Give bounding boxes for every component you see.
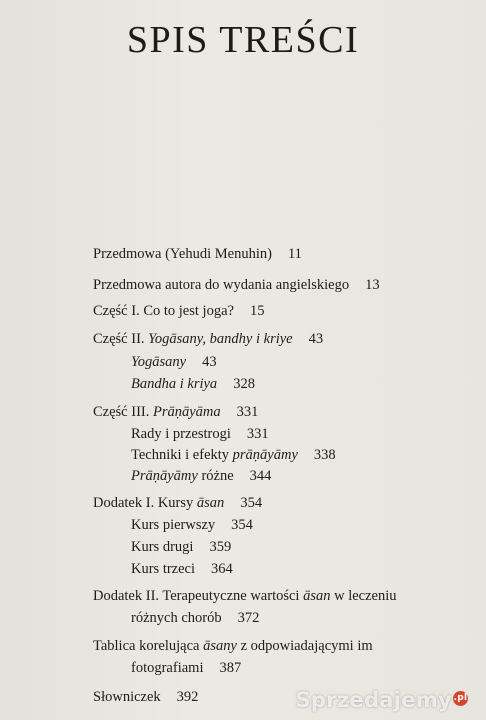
toc-subentry: Kurs pierwszy 354: [131, 517, 253, 533]
toc-entry: Część III. Prāṇāyāma 331: [93, 404, 259, 420]
watermark-logo: Sprzedajemy .pl: [295, 688, 468, 712]
toc-entry: Część II. Yogāsany, bandhy i kriye 43: [93, 331, 324, 347]
toc-subentry: Techniki i efekty prāṇāyāmy 338: [131, 447, 336, 463]
toc-entry-continuation: fotografiami 387: [131, 660, 242, 676]
toc-entry: Część I. Co to jest joga? 15: [93, 303, 265, 319]
toc-subentry: Yogāsany 43: [131, 354, 217, 370]
toc-entry: Słowniczek 392: [93, 689, 199, 705]
toc-entry: Dodatek II. Terapeutyczne wartości āsan w leczeniu: [93, 588, 397, 604]
toc-subentry: Kurs drugi 359: [131, 539, 232, 555]
toc-subentry: Rady i przestrogi 331: [131, 426, 269, 442]
toc-subentry: Prāṇāyāmy różne 344: [131, 468, 272, 484]
toc-entry: Dodatek I. Kursy āsan 354: [93, 495, 263, 511]
toc-entry-continuation: różnych chorób 372: [131, 610, 260, 626]
toc-subentry: Bandha i kriya 328: [131, 376, 255, 392]
toc-entry: Tablica korelująca āsany z odpowiadającymi im: [93, 638, 373, 654]
toc-subentry: Kurs trzeci 364: [131, 561, 233, 577]
toc-entry: Przedmowa (Yehudi Menuhin) 11: [93, 246, 302, 262]
page-title: SPIS TREŚCI: [126, 19, 360, 61]
toc-entry: Przedmowa autora do wydania angielskiego 13: [93, 277, 380, 293]
